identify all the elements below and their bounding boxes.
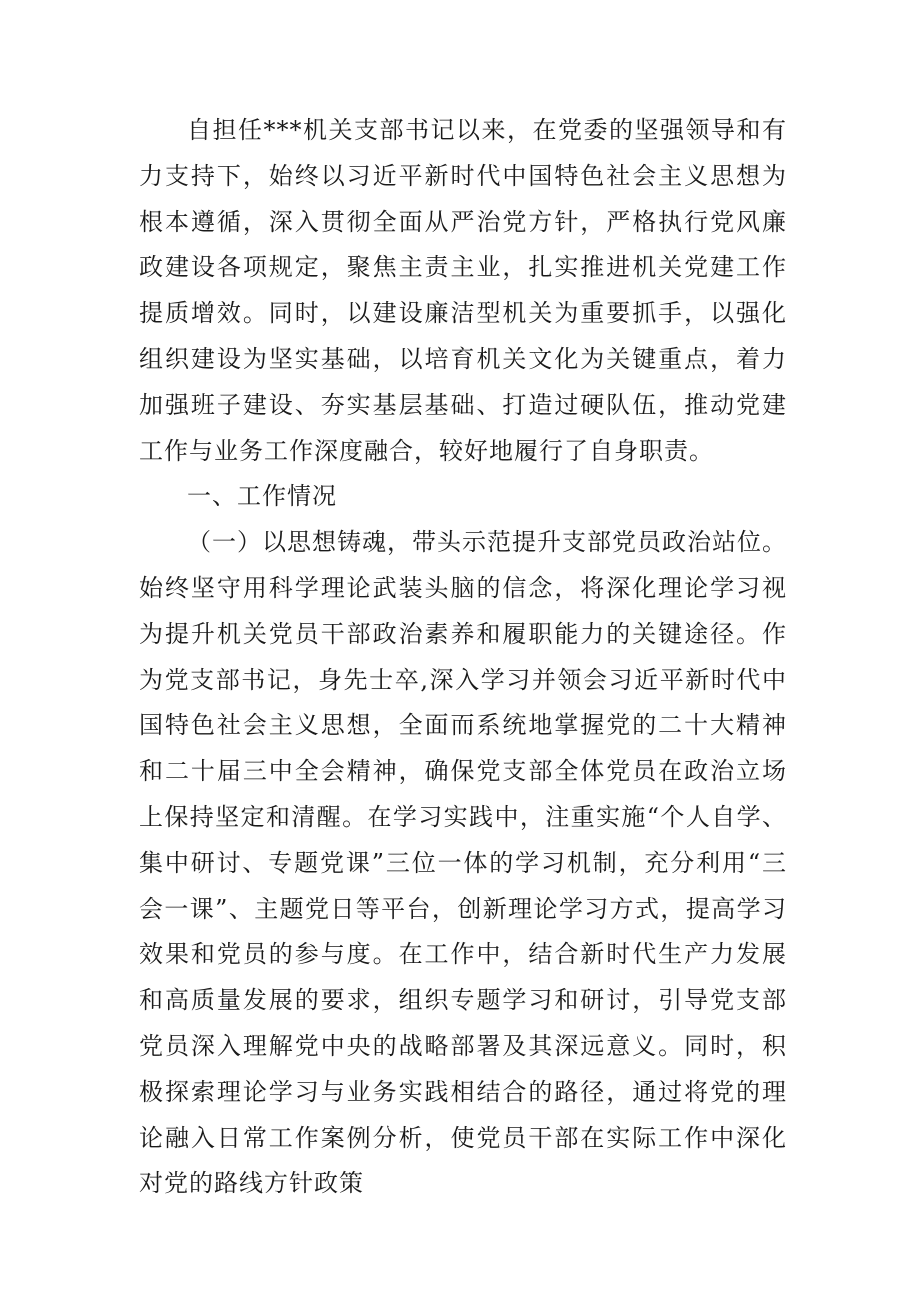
document-body (139, 108, 787, 1207)
subsection-paragraph-1: （一）以思想铸魂，带头示范提升支部党员政治站位。始终坚守用科学理论武装头脑的信念，将深化理论学习视为提升机关党员干部政治素养和履职能力的关键途径。作为党支部书记，身先士卒,深入学习并领会习近平新时代中国特色社会主义思想，全面而系统地掌握党的二十大精神和二十届三中全会精神，确保党支部全体党员在政治立场上保持坚定和清醒。在学习实践中，注重实施“个人自学、集中研讨、专题党课”三位一体的学习机制，充分利用“三会一课”、主题党日等平台，创新理论学习方式，提高学习效果和党员的参与度。在工作中，结合新时代生产力发展和高质量发展的要求，组织专题学习和研讨，引导党支部党员深入理解党中央的战略部署及其深远意义。同时，积极探索理论学习与业务实践相结合的路径，通过将党的理论融入日常工作案例分析，使党员干部在实际工作中深化对党的路线方针政策 (139, 528, 787, 1198)
intro-paragraph: 自担任***机关支部书记以来，在党委的坚强领导和有力支持下，始终以习近平新时代中国特色社会主义思想为根本遵循，深入贯彻全面从严治党方针，严格执行党风廉政建设各项规定，聚焦主责主业，扎实推进机关党建工作提质增效。同时，以建设廉洁型机关为重要抓手，以强化组织建设为坚实基础，以培育机关文化为关键重点，着力加强班子建设、夯实基层基础、打造过硬队伍，推动党建工作与业务工作深度融合，较好地履行了自身职责。 (139, 116, 787, 465)
section-heading-work-situation: 一、工作情况 (187, 482, 337, 511)
